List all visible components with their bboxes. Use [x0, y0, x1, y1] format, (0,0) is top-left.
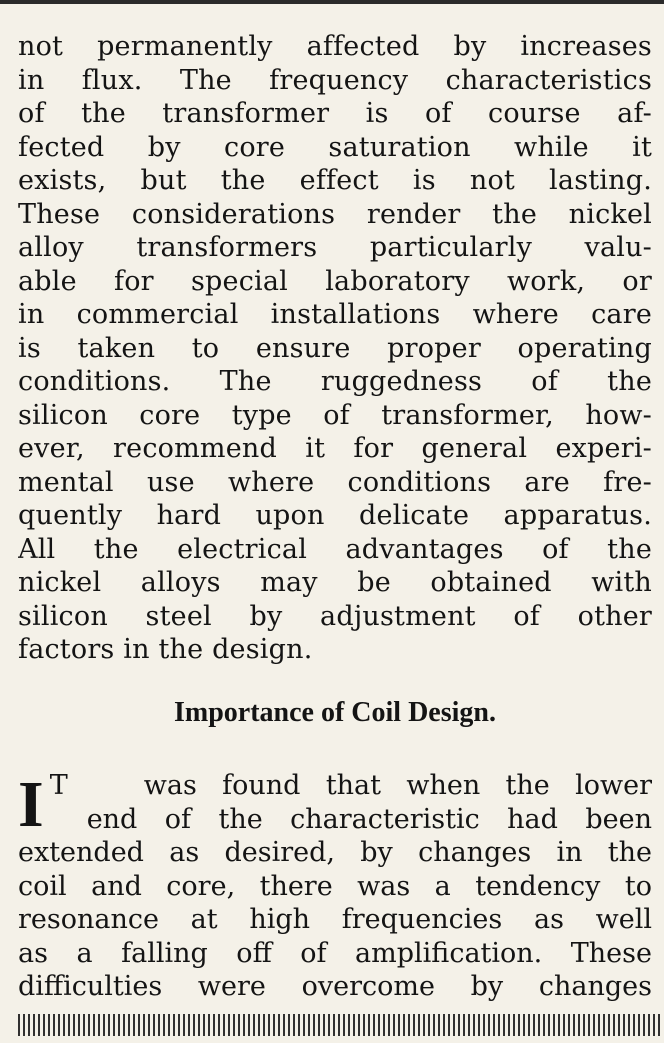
text-line: not permanently affected by increases: [18, 31, 652, 62]
text-line: end of the characteristic had been: [86, 803, 652, 835]
text-line: conditions. The ruggedness of the: [18, 366, 652, 397]
text-line: exists, but the effect is not lasting.: [18, 165, 652, 196]
text-line: nickel alloys may be obtained with: [18, 567, 652, 598]
text-line: factors in the design.: [18, 634, 313, 665]
text-line: as a falling off of amplification. These: [18, 937, 652, 969]
text-line: mental use where conditions are fre-: [18, 466, 652, 498]
text-line: alloy transformers particularly valu-: [18, 232, 652, 263]
drop-cap: I: [18, 768, 44, 841]
paragraph-1: [18, 30, 652, 667]
text-line: in flux. The frequency characteristics: [18, 64, 652, 96]
text-line: able for special laboratory work, or: [18, 265, 652, 297]
paragraph-2: [18, 769, 652, 1004]
article-column: [18, 30, 652, 1002]
text-line: quently hard upon delicate apparatus.: [18, 500, 652, 531]
first-word-rest: T: [49, 770, 68, 801]
text-line: is taken to ensure proper operating: [18, 332, 652, 364]
text-line: fected by core saturation while it: [18, 131, 652, 163]
text-line: resonance at high frequencies as well: [18, 904, 652, 935]
text-line: These considerations render the nickel: [18, 198, 652, 230]
text-line: in commercial installations where care: [18, 299, 652, 330]
text-line: was found that when the lower: [143, 770, 652, 801]
text-line-first: [50, 769, 652, 803]
bottom-border-rule: [18, 1014, 660, 1036]
top-rule: [0, 0, 664, 4]
text-line: of the transformer is of course af-: [18, 98, 652, 129]
text-line: difficulties were overcome by changes: [18, 971, 652, 1002]
text-line: silicon core type of transformer, how-: [18, 399, 652, 431]
text-line: coil and core, there was a tendency to: [18, 870, 652, 902]
text-line: silicon steel by adjustment of other: [18, 600, 652, 632]
section-heading: Importance of Coil Design.: [174, 697, 496, 728]
text-line: extended as desired, by changes in the: [18, 837, 652, 868]
text-line: ever, recommend it for general experi-: [18, 433, 652, 464]
text-line: All the electrical advantages of the: [18, 533, 652, 565]
